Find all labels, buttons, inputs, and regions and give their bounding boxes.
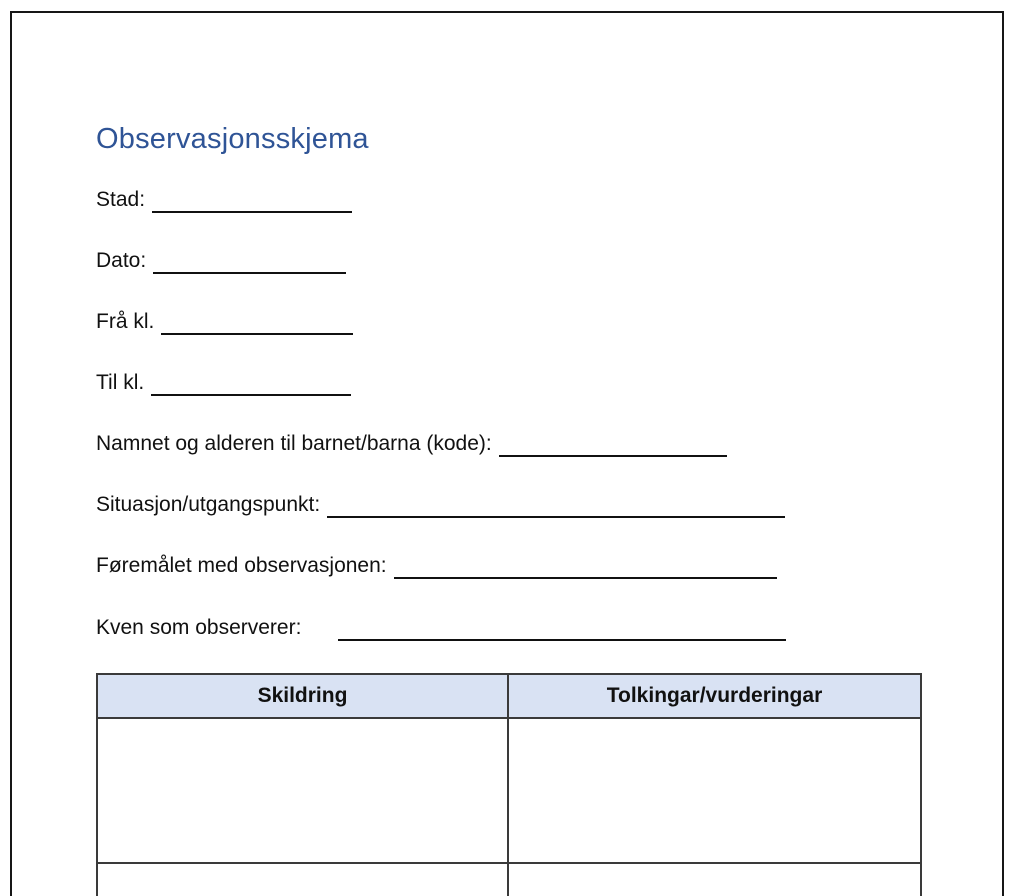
- observation-table-header-row: [98, 675, 920, 719]
- table-cell-tolkingar-1: [509, 719, 920, 864]
- field-stad: [96, 186, 352, 214]
- field-fra-kl: [96, 308, 353, 336]
- table-cell-tolkingar-2: [509, 864, 920, 896]
- table-cell-skildring-2: [98, 864, 509, 896]
- field-situasjon-label: Situasjon/utgangspunkt:: [96, 493, 321, 516]
- field-dato-label: Dato:: [96, 249, 147, 272]
- field-observator: [96, 614, 786, 642]
- field-dato: [96, 247, 346, 275]
- document-title: Observasjonsskjema: [96, 123, 369, 155]
- field-observator-blank-line: [338, 615, 786, 641]
- field-til-kl: [96, 369, 351, 397]
- table-row: [98, 719, 920, 864]
- field-namn-alder: [96, 430, 727, 458]
- field-fra-kl-label: Frå kl.: [96, 310, 155, 333]
- field-foremal-label: Føremålet med observasjonen:: [96, 554, 387, 577]
- table-header-tolkingar: Tolkingar/vurderingar: [509, 675, 920, 719]
- field-observator-label: Kven som observerer:: [96, 616, 302, 639]
- field-fra-kl-blank-line: [161, 309, 353, 335]
- field-dato-blank-line: [153, 248, 346, 274]
- field-til-kl-blank-line: [151, 370, 351, 396]
- field-situasjon: [96, 491, 785, 519]
- observation-table: [96, 673, 922, 896]
- field-namn-alder-label: Namnet og alderen til barnet/barna (kode):: [96, 432, 492, 455]
- field-namn-alder-blank-line: [499, 431, 727, 457]
- field-foremal-blank-line: [394, 553, 777, 579]
- field-situasjon-blank-line: [327, 492, 785, 518]
- table-cell-skildring-1: [98, 719, 509, 864]
- field-foremal: [96, 552, 777, 580]
- field-til-kl-label: Til kl.: [96, 371, 145, 394]
- table-header-skildring: Skildring: [98, 675, 509, 719]
- field-stad-label: Stad:: [96, 188, 146, 211]
- table-row: [98, 864, 920, 896]
- field-stad-blank-line: [152, 187, 352, 213]
